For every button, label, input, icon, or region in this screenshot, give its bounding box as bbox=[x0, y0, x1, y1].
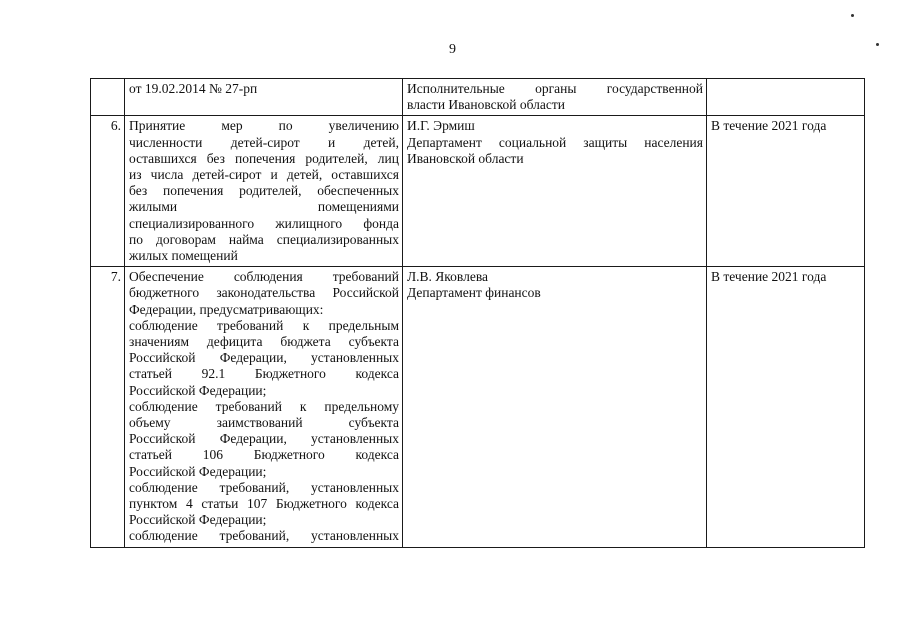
measure-line: Российской Федерации; bbox=[129, 512, 267, 528]
measure-line: жилыми помещениями bbox=[129, 199, 399, 215]
measure-line: статьей 106 Бюджетного кодекса bbox=[129, 447, 399, 463]
measure-line: от 19.02.2014 № 27-рп bbox=[129, 81, 258, 96]
table-row bbox=[91, 116, 865, 267]
measure-line: соблюдение требований к предельному bbox=[129, 398, 399, 414]
measure-line: Обеспечение соблюдения требований bbox=[129, 269, 399, 285]
term-cell: В течение 2021 года bbox=[707, 116, 865, 267]
responsible-cell bbox=[403, 116, 707, 267]
measure-line: Российской Федерации, установленных bbox=[129, 431, 399, 447]
row-number: 7. bbox=[91, 267, 125, 547]
measure-line: Федерации, предусматривающих: bbox=[129, 301, 324, 317]
measure-line: объему заимствований субъекта bbox=[129, 415, 399, 431]
measure-line: специализированного жилищного фонда bbox=[129, 215, 399, 231]
responsible-line: Исполнительные органы государственной bbox=[407, 81, 703, 96]
responsible-line: Департамент финансов bbox=[407, 285, 541, 301]
measure-line: численности детей-сирот и детей, bbox=[129, 134, 399, 150]
responsible-line: Л.В. Яковлева bbox=[407, 269, 489, 285]
responsible-line: Ивановской области bbox=[407, 150, 524, 166]
responsible-cell bbox=[403, 267, 707, 547]
row-number bbox=[91, 79, 125, 116]
responsible-line: И.Г. Эрмиш bbox=[407, 118, 475, 134]
measure-line: Принятие мер по увеличению bbox=[129, 118, 399, 134]
measure-line: из числа детей-сирот и детей, оставшихся bbox=[129, 167, 399, 183]
measure-line: соблюдение требований к предельным bbox=[129, 317, 399, 333]
term-cell bbox=[707, 79, 865, 116]
measure-line: Российской Федерации; bbox=[129, 382, 267, 398]
page-number: 9 bbox=[449, 42, 456, 57]
table-row bbox=[91, 267, 865, 547]
measure-line: без попечения родителей, обеспеченных bbox=[129, 183, 399, 199]
measure-line: оставшихся без попечения родителей, лиц bbox=[129, 150, 399, 166]
measure-line: по договорам найма специализированных bbox=[129, 231, 399, 247]
measure-line: пунктом 4 статьи 107 Бюджетного кодекса bbox=[129, 496, 399, 512]
term-cell: В течение 2021 года bbox=[707, 267, 865, 547]
table-row bbox=[91, 79, 865, 116]
measure-line: Российской Федерации, установленных bbox=[129, 350, 399, 366]
measure-cell bbox=[125, 267, 403, 547]
measure-line: соблюдение требований, установленных bbox=[129, 528, 399, 544]
responsible-cell bbox=[403, 79, 707, 116]
measure-cell bbox=[125, 79, 403, 116]
row-number: 6. bbox=[91, 116, 125, 267]
responsible-line: Департамент социальной защиты населения bbox=[407, 134, 703, 150]
measure-line: соблюдение требований, установленных bbox=[129, 479, 399, 495]
scan-speck bbox=[851, 14, 854, 17]
measure-line: бюджетного законодательства Российской bbox=[129, 285, 399, 301]
measure-cell bbox=[125, 116, 403, 267]
measure-line: значениям дефицита бюджета субъекта bbox=[129, 334, 399, 350]
responsible-line: власти Ивановской области bbox=[407, 97, 565, 113]
measure-line: жилых помещений bbox=[129, 248, 238, 264]
measure-line: Российской Федерации; bbox=[129, 463, 267, 479]
measure-line: статьей 92.1 Бюджетного кодекса bbox=[129, 366, 399, 382]
plan-table bbox=[90, 78, 865, 548]
